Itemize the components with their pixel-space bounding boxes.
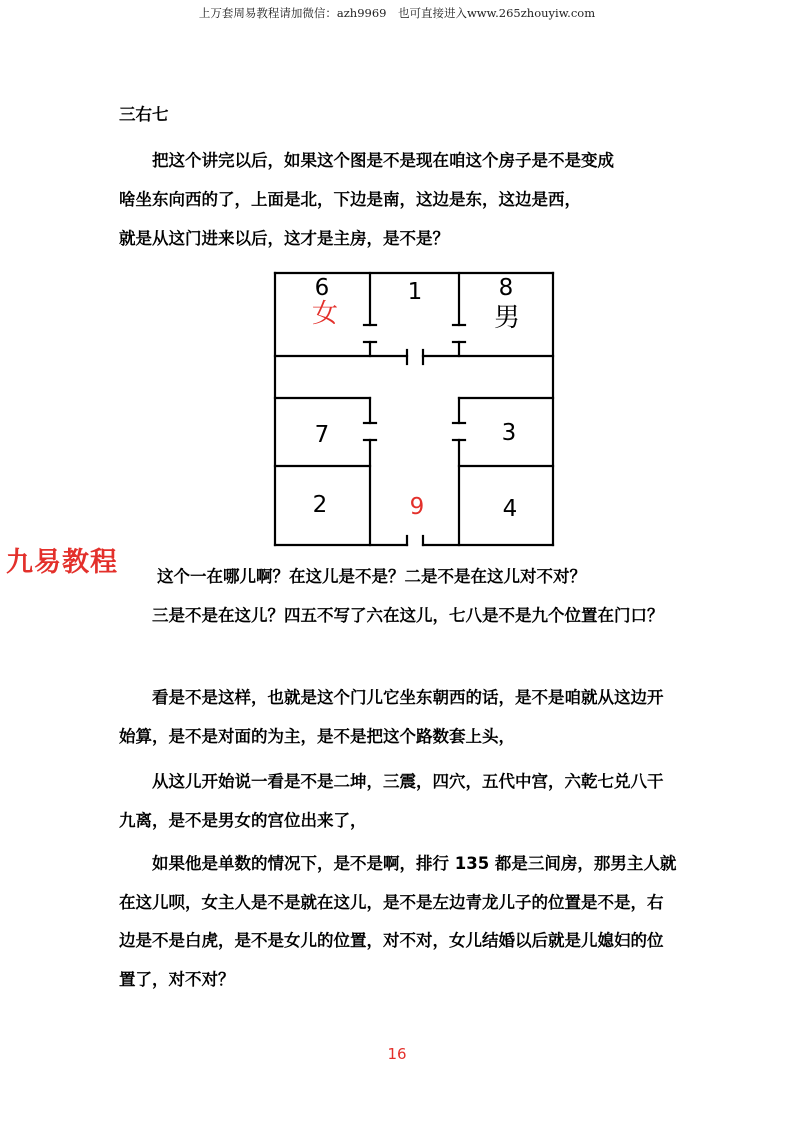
section-heading: 三右七: [119, 105, 169, 124]
paragraph: 如果他是单数的情况下，是不是啊，排行 135 都是三间房，那男主人就在这儿呗，女主人是不是就在这儿，是不是左边青龙儿子的位置是不是，右边是不是白虎，是不是女儿的位置，对不对，女儿结婚以后就是儿媳妇的位置了，对不对？: [119, 854, 677, 989]
room-number-1: 1: [407, 279, 423, 305]
paragraph: 从这儿开始说一看是不是二坤，三震，四穴，五代中宫，六乾七兑八干九离，是不是男女的宫位出来了，: [119, 772, 664, 830]
page-header: 上万套周易教程请加微信：azh9969 也可直接进入www.265zhouyiw.com: [198, 6, 596, 20]
room-number-6: 6: [314, 275, 330, 301]
paragraph: 看是不是这样，也就是这个门儿它坐东朝西的话，是不是咱就从这边开始算，是不是对面的为主，是不是把这个路数套上头，: [119, 688, 664, 746]
paragraph: 三是不是在这儿？四五不写了六在这儿，七八是不是九个位置在门口？: [152, 606, 664, 625]
paragraph-line: 把这个讲完以后，如果这个图是不是现在咱这个房子是不是变成: [152, 151, 614, 170]
room-number-8: 8: [498, 275, 514, 301]
page-number: 16: [387, 1045, 407, 1063]
room-number-2: 2: [312, 492, 328, 518]
paragraph-line: 啥坐东向西的了，上面是北，下边是南，这边是东，这边是西，: [119, 190, 581, 209]
room-label-male: 男: [493, 303, 521, 333]
watermark-logo: 九易教程: [6, 547, 118, 578]
room-number-7: 7: [314, 422, 330, 448]
room-number-9: 9: [409, 494, 425, 520]
room-label-female: 女: [311, 299, 339, 329]
room-number-3: 3: [501, 420, 517, 446]
paragraph: 这个一在哪儿啊？在这儿是不是？二是不是在这儿对不对？: [157, 567, 586, 586]
floor-plan-diagram: [270, 268, 560, 550]
paragraph-line: 就是从这门进来以后，这才是主房，是不是？: [119, 229, 449, 248]
room-number-4: 4: [502, 496, 518, 522]
